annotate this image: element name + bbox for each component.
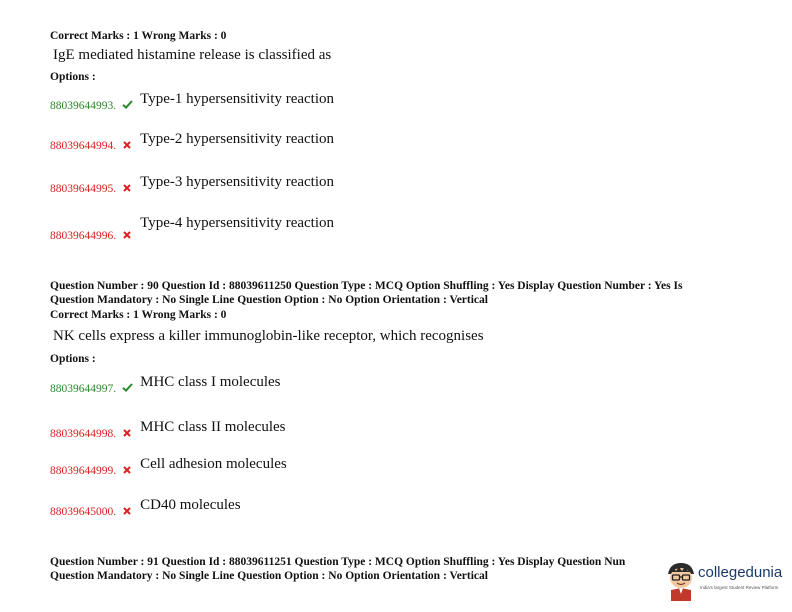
- q91-meta: [50, 556, 653, 583]
- q90-option-1: [50, 374, 281, 397]
- logo-tagline: India's largest Student Review Platform: [700, 585, 779, 590]
- q91-meta-line-2: Question Mandatory : No Single Line Question Option : No Option Orientation : Vertical: [50, 569, 488, 582]
- option-id: 88039644998.: [50, 428, 117, 440]
- cross-icon: [120, 461, 134, 479]
- q90-option-2: [50, 419, 286, 442]
- option-text: Type-3 hypersensitivity reaction: [140, 174, 335, 190]
- option-id: 88039644994.: [50, 140, 117, 152]
- q89-options-label: Options :: [50, 71, 96, 83]
- option-id: 88039645000.: [50, 506, 117, 518]
- option-text: MHC class II molecules: [140, 419, 286, 435]
- q90-question-text: NK cells express a killer immunoglobin-like receptor, which recognises: [53, 328, 484, 344]
- q89-option-4: [50, 215, 335, 244]
- option-text: MHC class I molecules: [140, 374, 281, 390]
- q89-marks: Correct Marks : 1 Wrong Marks : 0: [50, 30, 227, 42]
- q89-option-2: [50, 131, 335, 154]
- mascot-icon: [664, 560, 698, 602]
- q89-option-3: [50, 174, 335, 197]
- q90-marks: Correct Marks : 1 Wrong Marks : 0: [50, 309, 227, 321]
- cross-icon: [120, 179, 134, 197]
- q89-question-text: IgE mediated histamine release is classified as: [53, 47, 332, 63]
- option-id: 88039644996.: [50, 230, 117, 242]
- logo-wordmark: collegedunia: [698, 564, 783, 581]
- check-icon: [120, 96, 134, 114]
- option-text: Cell adhesion molecules: [140, 456, 287, 472]
- cross-icon: [120, 502, 134, 520]
- q90-meta-line-1: Question Number : 90 Question Id : 88039611250 Question Type : MCQ Option Shuffling : Yes Display Question Number : Yes Is: [50, 280, 683, 292]
- cross-icon: [120, 424, 134, 442]
- option-text: Type-4 hypersensitivity reaction: [140, 215, 335, 231]
- cross-icon: [120, 226, 134, 244]
- q91-meta-line-1: Question Number : 91 Question Id : 88039611251 Question Type : MCQ Option Shuffling : Yes Display Question Nun: [50, 556, 626, 568]
- option-text: Type-2 hypersensitivity reaction: [140, 131, 335, 147]
- q90-meta-line-2: Question Mandatory : No Single Line Question Option : No Option Orientation : Vertical: [50, 293, 488, 306]
- q89-option-1: [50, 91, 335, 114]
- option-id: 88039644997.: [50, 383, 117, 395]
- option-id: 88039644999.: [50, 465, 117, 477]
- option-text: Type-1 hypersensitivity reaction: [140, 91, 335, 107]
- check-icon: [120, 379, 134, 397]
- option-id: 88039644993.: [50, 100, 117, 112]
- q90-option-4: [50, 497, 241, 520]
- cross-icon: [120, 136, 134, 154]
- q90-options-label: Options :: [50, 353, 96, 365]
- option-text: CD40 molecules: [140, 497, 241, 513]
- collegedunia-logo: [664, 560, 786, 604]
- q90-meta: [50, 280, 682, 307]
- q90-option-3: [50, 456, 287, 479]
- option-id: 88039644995.: [50, 183, 117, 195]
